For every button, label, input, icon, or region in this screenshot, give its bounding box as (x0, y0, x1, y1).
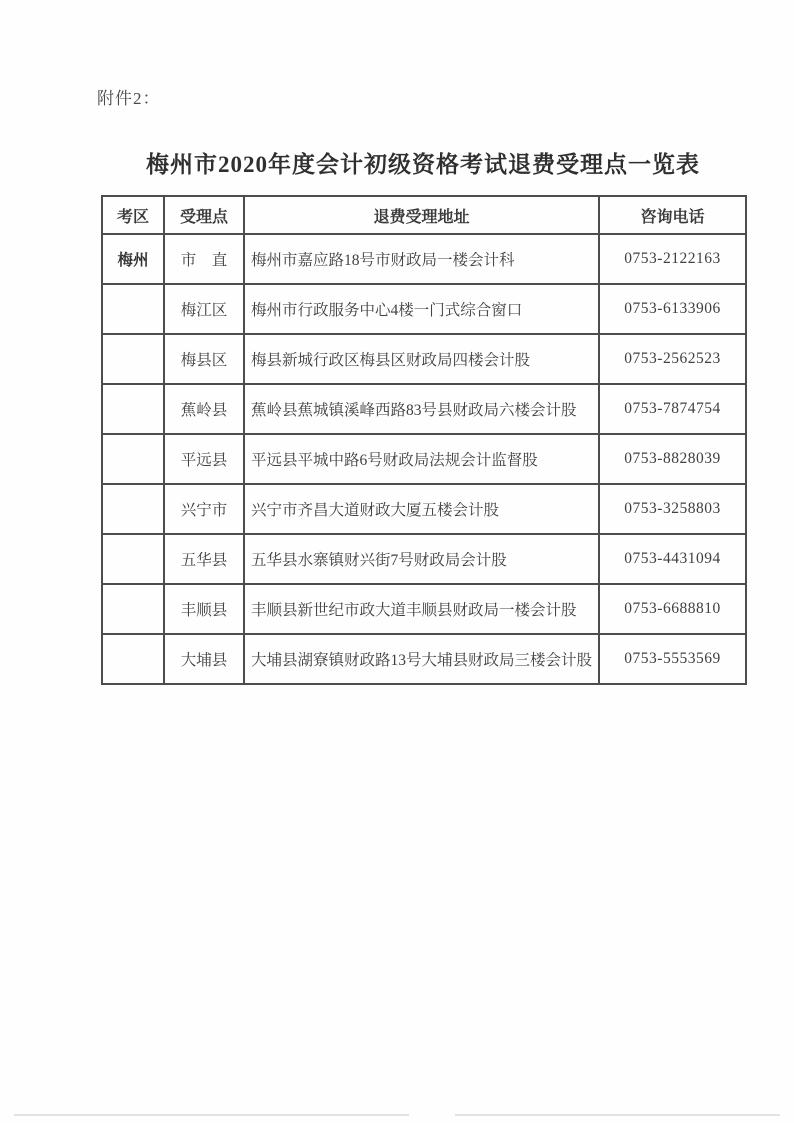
phone-cell: 0753-5553569 (599, 634, 746, 684)
table-row (102, 484, 746, 534)
acceptance-point-cell: 丰顺县 (164, 584, 244, 634)
acceptance-point-cell: 平远县 (164, 434, 244, 484)
phone-cell: 0753-4431094 (599, 534, 746, 584)
refund-address-cell: 梅县新城行政区梅县区财政局四楼会计股 (244, 334, 599, 384)
table-row (102, 634, 746, 684)
refund-address-cell: 蕉岭县蕉城镇溪峰西路83号县财政局六楼会计股 (244, 384, 599, 434)
table-row (102, 434, 746, 484)
table-header-row (102, 196, 746, 234)
exam-area-cell (102, 434, 164, 484)
refund-address-cell: 大埔县湖寮镇财政路13号大埔县财政局三楼会计股 (244, 634, 599, 684)
refund-address-cell: 平远县平城中路6号财政局法规会计监督股 (244, 434, 599, 484)
phone-cell: 0753-7874754 (599, 384, 746, 434)
acceptance-point-cell: 兴宁市 (164, 484, 244, 534)
table-row (102, 534, 746, 584)
table-row (102, 584, 746, 634)
refund-address-cell: 丰顺县新世纪市政大道丰顺县财政局一楼会计股 (244, 584, 599, 634)
exam-area-cell (102, 634, 164, 684)
acceptance-point-cell: 市 直 (164, 234, 244, 284)
acceptance-point-cell: 蕉岭县 (164, 384, 244, 434)
phone-cell: 0753-2122163 (599, 234, 746, 284)
phone-cell: 0753-3258803 (599, 484, 746, 534)
phone-cell: 0753-6133906 (599, 284, 746, 334)
phone-cell: 0753-2562523 (599, 334, 746, 384)
exam-area-cell (102, 384, 164, 434)
scan-edge-artifact (14, 1114, 409, 1116)
acceptance-point-cell: 梅县区 (164, 334, 244, 384)
exam-area-cell (102, 484, 164, 534)
column-header-accept-point: 受理点 (164, 196, 244, 234)
exam-area-cell (102, 534, 164, 584)
phone-cell: 0753-6688810 (599, 584, 746, 634)
table-row (102, 334, 746, 384)
table-body (102, 234, 746, 684)
refund-address-cell: 五华县水寨镇财兴街7号财政局会计股 (244, 534, 599, 584)
refund-address-cell: 梅州市行政服务中心4楼一门式综合窗口 (244, 284, 599, 334)
column-header-phone: 咨询电话 (599, 196, 746, 234)
exam-area-cell (102, 334, 164, 384)
exam-area-cell: 梅州 (102, 234, 164, 284)
scan-edge-artifact (455, 1114, 780, 1116)
document-title: 梅州市2020年度会计初级资格考试退费受理点一览表 (146, 152, 700, 177)
refund-address-cell: 梅州市嘉应路18号市财政局一楼会计科 (244, 234, 599, 284)
acceptance-point-cell: 大埔县 (164, 634, 244, 684)
table-row (102, 384, 746, 434)
exam-area-cell (102, 584, 164, 634)
refund-points-table (101, 195, 747, 685)
table-row (102, 234, 746, 284)
refund-address-cell: 兴宁市齐昌大道财政大厦五楼会计股 (244, 484, 599, 534)
acceptance-point-cell: 梅江区 (164, 284, 244, 334)
attachment-label: 附件2： (97, 89, 161, 108)
column-header-exam-area: 考区 (102, 196, 164, 234)
table-row (102, 284, 746, 334)
column-header-address: 退费受理地址 (244, 196, 599, 234)
phone-cell: 0753-8828039 (599, 434, 746, 484)
exam-area-cell (102, 284, 164, 334)
acceptance-point-cell: 五华县 (164, 534, 244, 584)
